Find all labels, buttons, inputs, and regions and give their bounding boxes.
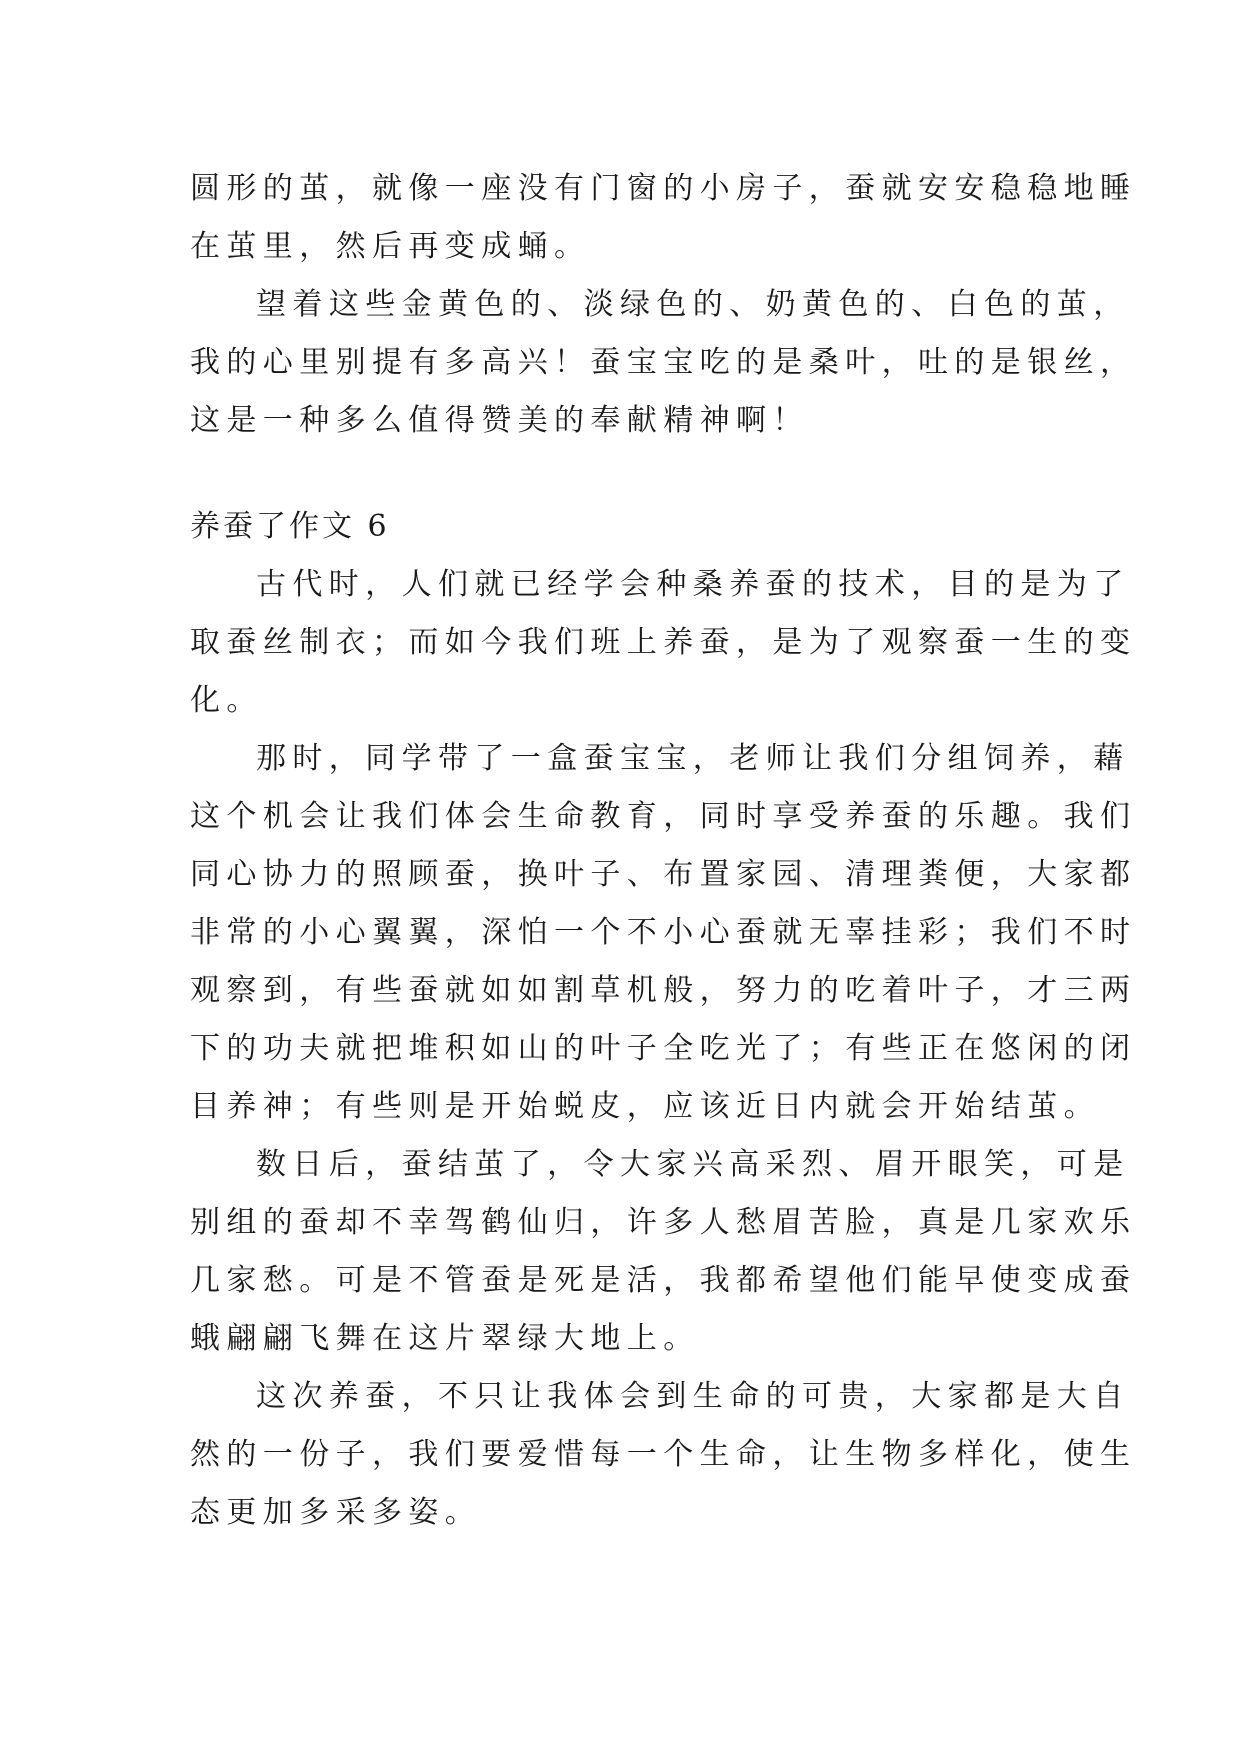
text-line: 我的心里别提有多高兴！蚕宝宝吃的是桑叶，吐的是银丝，: [190, 345, 1137, 380]
paragraph: [190, 556, 1137, 730]
text-line: 别组的蚕却不幸驾鹤仙归，许多人愁眉苦脸，真是几家欢乐: [190, 1205, 1137, 1240]
text-line: 几家愁。可是不管蚕是死是活，我都希望他们能早使变成蚕: [190, 1263, 1137, 1298]
text-line: 同心协力的照顾蚕，换叶子、布置家园、清理粪便，大家都: [190, 857, 1137, 892]
paragraph: [190, 1368, 1137, 1542]
text-line: 蛾翩翩飞舞在这片翠绿大地上。: [190, 1321, 700, 1356]
paragraph: [190, 1136, 1137, 1368]
text-line: 这个机会让我们体会生命教育，同时享受养蚕的乐趣。我们: [190, 799, 1137, 834]
text-line: 这是一种多么值得赞美的奉献精神啊！: [190, 403, 809, 438]
text-line: 下的功夫就把堆积如山的叶子全吃光了；有些正在悠闲的闭: [190, 1031, 1137, 1066]
paragraph: [190, 730, 1137, 1136]
text-line: 态更加多采多姿。: [190, 1495, 482, 1530]
text-line: 这次养蚕，不只让我体会到生命的可贵，大家都是大自: [256, 1379, 1130, 1414]
text-line: 观察到，有些蚕就如如割草机般，努力的吃着叶子，才三两: [190, 973, 1137, 1008]
text-line: 那时，同学带了一盒蚕宝宝，老师让我们分组饲养，藉: [256, 741, 1130, 776]
text-line: 化。: [190, 683, 263, 718]
text-line: 数日后，蚕结茧了，令大家兴高采烈、眉开眼笑，可是: [256, 1147, 1130, 1182]
document-body: [190, 160, 1137, 1542]
text-line: 圆形的茧，就像一座没有门窗的小房子，蚕就安安稳稳地睡: [190, 171, 1137, 206]
text-line: 古代时，人们就已经学会种桑养蚕的技术，目的是为了: [256, 567, 1130, 602]
paragraph-continuation: [190, 160, 1137, 276]
text-line: 目养神；有些则是开始蜕皮，应该近日内就会开始结茧。: [190, 1089, 1100, 1124]
paragraph: [190, 276, 1137, 450]
text-line: 取蚕丝制衣；而如今我们班上养蚕，是为了观察蚕一生的变: [190, 625, 1137, 660]
text-line: 然的一份子，我们要爱惜每一个生命，让生物多样化，使生: [190, 1437, 1137, 1472]
section-title: 养蚕了作文 6: [190, 509, 390, 544]
text-line: 非常的小心翼翼，深怕一个不小心蚕就无辜挂彩；我们不时: [190, 915, 1137, 950]
text-line: 望着这些金黄色的、淡绿色的、奶黄色的、白色的茧，: [256, 287, 1130, 322]
text-line: 在茧里，然后再变成蛹。: [190, 229, 591, 264]
section-gap: [190, 450, 1062, 498]
